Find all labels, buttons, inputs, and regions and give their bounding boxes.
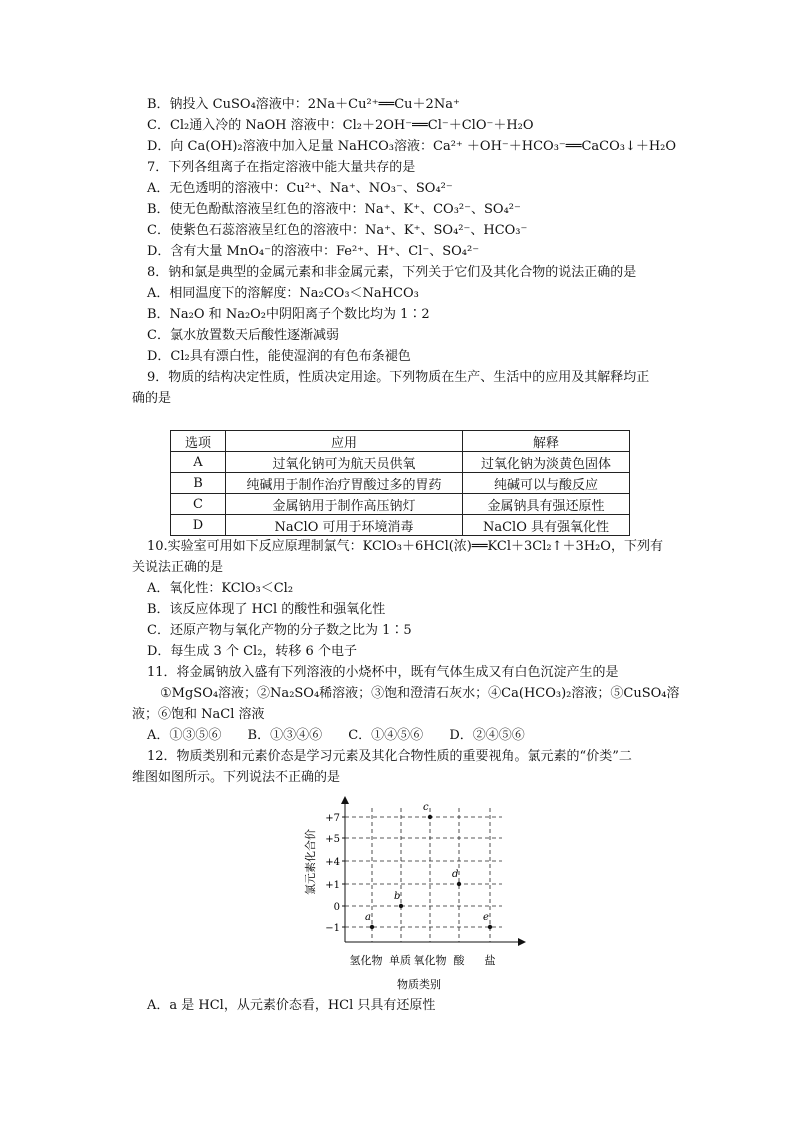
table-cell: C	[171, 494, 226, 515]
chart-point-label-a: a	[365, 912, 371, 923]
question-11-options	[147, 727, 547, 745]
question-12-stem-line2: 维图如图所示。下列说法不正确的是	[132, 770, 341, 785]
chart-point-d	[457, 882, 461, 886]
chart-category-label: 氧化物	[413, 954, 447, 967]
table-header-option: 选项	[171, 431, 226, 452]
chart-category-label: 盐	[484, 954, 496, 967]
table-row	[171, 494, 630, 515]
chart-point-label-d: d	[452, 869, 459, 880]
question-7-option-c: C．使紫色石蕊溶液呈红色的溶液中：Na⁺、K⁺、SO₄²⁻、HCO₃⁻	[147, 223, 528, 238]
chart-point-c	[428, 815, 432, 819]
chart-category-label: 单质	[389, 954, 411, 967]
table-cell: 过氧化钠为淡黄色固体	[463, 452, 630, 473]
question-6-option-d: D．向 Ca(OH)₂溶液中加入足量 NaHCO₃溶液：Ca²⁺ ＋OH⁻＋HCO₃⁻══CaCO₃↓＋H₂O	[147, 139, 677, 154]
chart-point-label-e: e	[483, 912, 489, 923]
table-cell: B	[171, 473, 226, 494]
chart-y-tick-label: −1	[325, 923, 340, 934]
question-11-option-d: D．②④⑤⑥	[449, 728, 525, 743]
chart-category-label: 酸	[453, 954, 465, 967]
question-10-option-d: D．每生成 3 个 Cl₂，转移 6 个电子	[147, 644, 357, 659]
question-8-stem: 8．钠和氯是典型的金属元素和非金属元素，下列关于它们及其化合物的说法正确的是	[147, 265, 637, 280]
chart-y-tick-label: 0	[333, 902, 340, 913]
chart-y-axis-arrow	[341, 796, 349, 804]
question-10-stem-line2: 关说法正确的是	[132, 560, 224, 575]
table-header-explanation: 解释	[463, 431, 630, 452]
table-cell: A	[171, 452, 226, 473]
question-8-option-b: B．Na₂O 和 Na₂O₂中阴阳离子个数比均为 1∶2	[147, 307, 430, 322]
question-7-option-b: B．使无色酚酞溶液呈红色的溶液中：Na⁺、K⁺、CO₃²⁻、SO₄²⁻	[147, 202, 521, 217]
question-9-stem-line1: 9．物质的结构决定性质，性质决定用途。下列物质在生产、生活中的应用及其解释均正	[147, 370, 650, 385]
question-8-option-d: D．Cl₂具有漂白性，能使湿润的有色布条褪色	[147, 349, 411, 364]
question-7-stem: 7．下列各组离子在指定溶液中能大量共存的是	[147, 160, 416, 175]
chart-y-axis-label: 氯元素化合价	[304, 829, 317, 895]
chart-point-b	[399, 904, 403, 908]
question-6-option-b: B．钠投入 CuSO₄溶液中：2Na＋Cu²⁺══Cu＋2Na⁺	[147, 97, 460, 112]
table-cell: 过氧化钠可为航天员供氧	[226, 452, 463, 473]
chart-point-label-c: c	[423, 802, 429, 813]
question-8-option-a: A．相同温度下的溶解度：Na₂CO₃＜NaHCO₃	[147, 286, 419, 301]
question-9-stem-line2: 确的是	[132, 391, 172, 406]
chart-x-axis-arrow	[518, 938, 526, 946]
table-row	[171, 452, 630, 473]
question-11-option-c: C．①④⑤⑥	[348, 728, 424, 743]
question-11-list-line1: ①MgSO₄溶液；②Na₂SO₄稀溶液；③饱和澄清石灰水；④Ca(HCO₃)₂溶液；⑤CuSO₄溶	[160, 686, 680, 701]
table-header-row	[171, 431, 630, 452]
question-10-option-a: A．氧化性：KClO₃＜Cl₂	[147, 581, 294, 596]
question-6-option-c: C．Cl₂通入冷的 NaOH 溶液中：Cl₂＋2OH⁻══Cl⁻＋ClO⁻＋H₂O	[147, 118, 534, 133]
table-cell: D	[171, 515, 226, 536]
question-10-stem-line1: 10.实验室可用如下反应原理制氯气：KClO₃＋6HCl(浓)══KCl＋3Cl₂↑＋3H₂O，下列有	[147, 539, 663, 554]
question-10-option-b: B．该反应体现了 HCl 的酸性和强氧化性	[147, 602, 386, 617]
question-9-table	[170, 430, 630, 536]
table-cell: NaClO 具有强氧化性	[463, 515, 630, 536]
chart-y-tick-label: +5	[325, 834, 340, 845]
table-cell: 纯碱用于制作治疗胃酸过多的胃药	[226, 473, 463, 494]
table-row	[171, 473, 630, 494]
question-7-option-a: A．无色透明的溶液中：Cu²⁺、Na⁺、NO₃⁻、SO₄²⁻	[147, 181, 453, 196]
question-11-list-line2: 液；⑥饱和 NaCl 溶液	[132, 707, 265, 722]
chart-point-label-b: b	[394, 891, 401, 902]
table-row	[171, 515, 630, 536]
question-12-stem-line1: 12．物质类别和元素价态是学习元素及其化合物性质的重要视角。氯元素的“价类”二	[147, 749, 632, 764]
chart-y-tick-label: +4	[325, 857, 340, 868]
question-11-option-a: A．①③⑤⑥	[147, 728, 222, 743]
chart-y-tick-label: +7	[325, 813, 340, 824]
table-cell: 金属钠用于制作高压钠灯	[226, 494, 463, 515]
table-header-application: 应用	[226, 431, 463, 452]
chart-y-tick-label: +1	[325, 880, 340, 891]
table-cell: 纯碱可以与酸反应	[463, 473, 630, 494]
chart-category-label: 氢化物	[349, 954, 383, 967]
question-10-option-c: C．还原产物与氧化产物的分子数之比为 1∶5	[147, 623, 412, 638]
question-12-option-a: A．a 是 HCl，从元素价态看，HCl 只具有还原性	[147, 998, 436, 1013]
table-cell: 金属钠具有强还原性	[463, 494, 630, 515]
table-cell: NaClO 可用于环境消毒	[226, 515, 463, 536]
question-7-option-d: D．含有大量 MnO₄⁻的溶液中：Fe²⁺、H⁺、Cl⁻、SO₄²⁻	[147, 244, 480, 259]
question-8-option-c: C．氯水放置数天后酸性逐渐减弱	[147, 328, 339, 343]
question-11-stem: 11．将金属钠放入盛有下列溶液的小烧杯中，既有气体生成又有白色沉淀产生的是	[147, 665, 619, 680]
chart-point-e	[488, 925, 492, 929]
chart-x-axis-label: 物质类别	[397, 978, 441, 991]
valence-class-chart	[300, 792, 540, 992]
question-11-option-b: B．①③④⑥	[247, 728, 323, 743]
valence-class-chart-svg	[300, 792, 540, 992]
chart-point-a	[370, 925, 374, 929]
